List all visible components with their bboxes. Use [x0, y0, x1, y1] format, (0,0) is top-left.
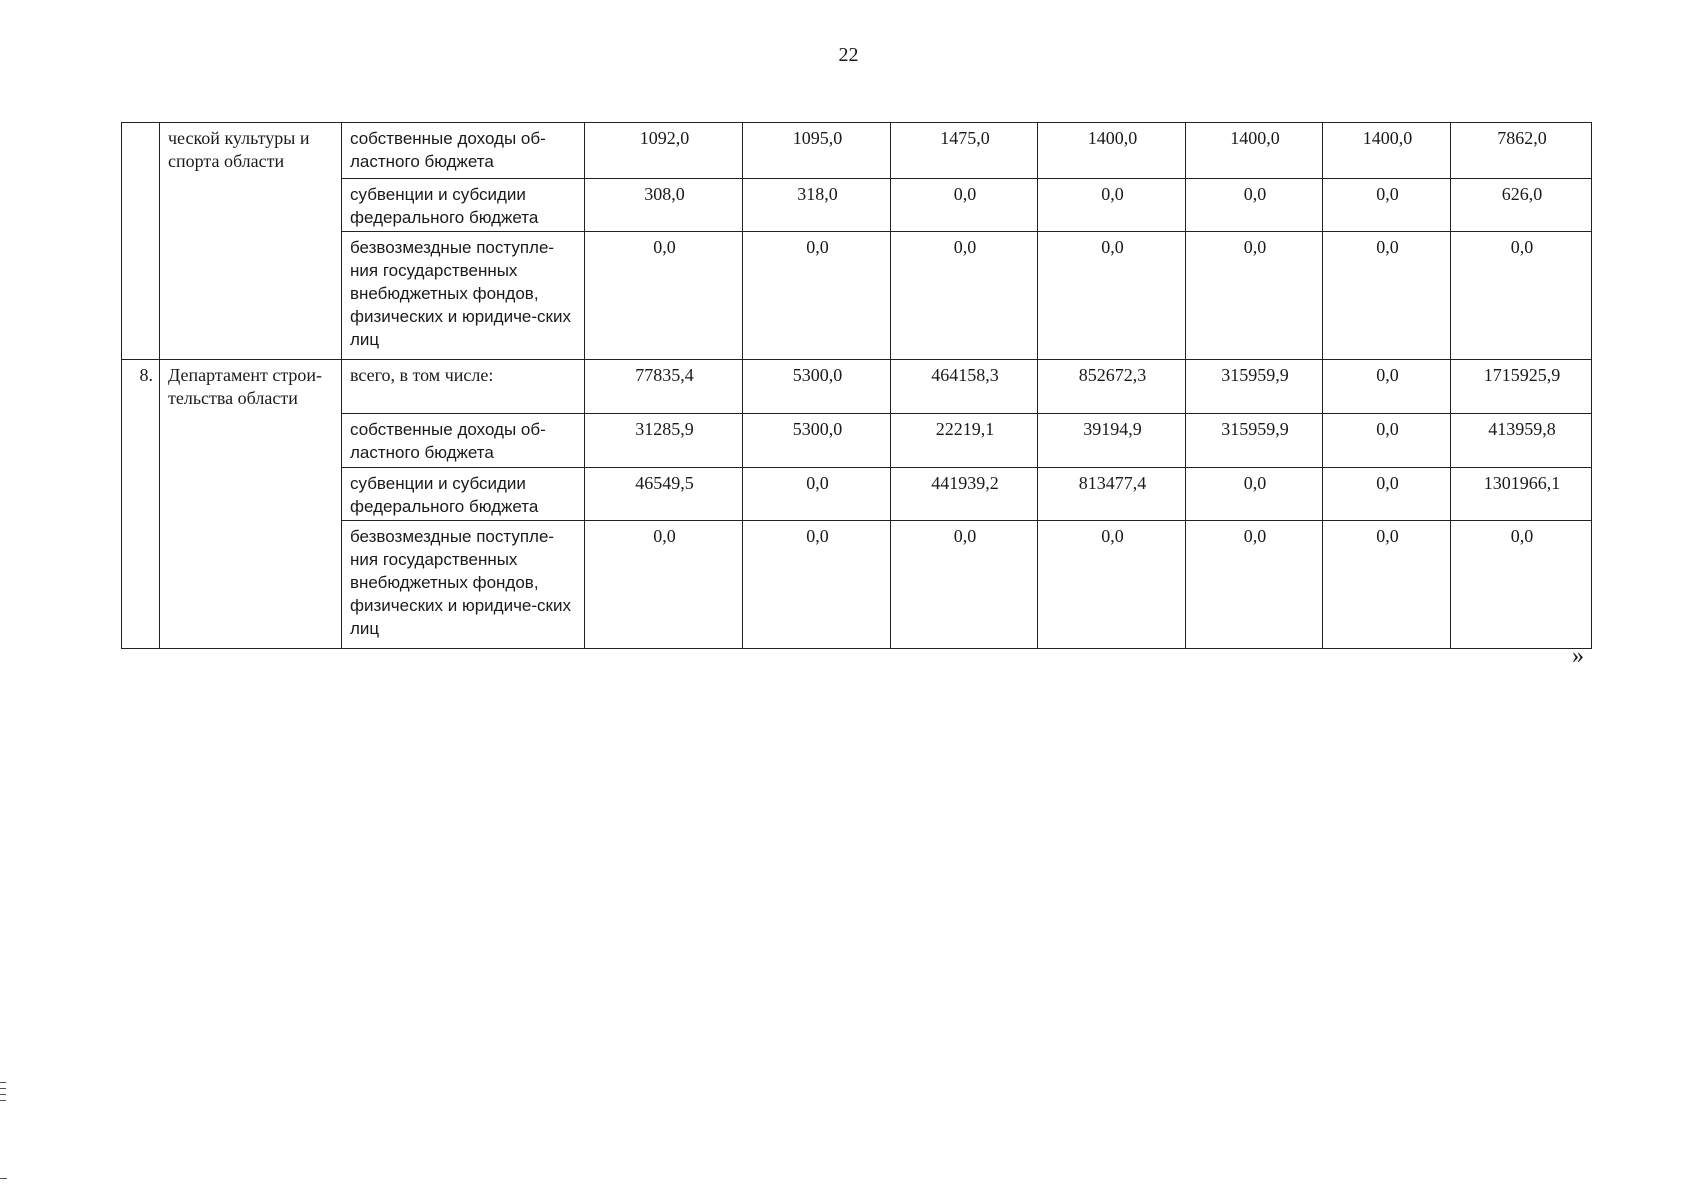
- value-cell: 315959,9: [1186, 414, 1323, 468]
- value-cell: 813477,4: [1038, 468, 1186, 521]
- funding-source: безвозмездные поступле-ния государственных внебюджетных фондов, физических и юридиче-ских лиц: [342, 232, 585, 360]
- total-cell: 0,0: [1451, 521, 1592, 649]
- value-cell: 77835,4: [585, 360, 743, 414]
- total-cell: 7862,0: [1451, 123, 1592, 179]
- value-cell: 0,0: [743, 521, 891, 649]
- total-cell: 1715925,9: [1451, 360, 1592, 414]
- value-cell: 0,0: [1038, 232, 1186, 360]
- value-cell: 0,0: [1323, 232, 1451, 360]
- value-cell: 464158,3: [891, 360, 1038, 414]
- department-name: Департамент строи-тельства области: [160, 360, 342, 649]
- value-cell: 318,0: [743, 179, 891, 232]
- value-cell: 1400,0: [1323, 123, 1451, 179]
- value-cell: 0,0: [1186, 468, 1323, 521]
- department-name: ческой культуры и спорта области: [160, 123, 342, 360]
- value-cell: 0,0: [1186, 232, 1323, 360]
- value-cell: 1475,0: [891, 123, 1038, 179]
- value-cell: 441939,2: [891, 468, 1038, 521]
- closing-quote: »: [1572, 643, 1584, 669]
- value-cell: 0,0: [891, 179, 1038, 232]
- value-cell: 0,0: [1186, 179, 1323, 232]
- funding-source: всего, в том числе:: [342, 360, 585, 414]
- funding-source: субвенции и субсидии федерального бюджета: [342, 179, 585, 232]
- table-row: [122, 123, 1592, 179]
- total-cell: 0,0: [1451, 232, 1592, 360]
- scan-artifact: [0, 1088, 6, 1089]
- value-cell: 0,0: [743, 232, 891, 360]
- budget-table: [121, 122, 1592, 649]
- scan-artifact: [0, 1100, 6, 1101]
- total-cell: 626,0: [1451, 179, 1592, 232]
- table-row: [122, 414, 1592, 468]
- page-number: 22: [838, 44, 859, 66]
- table-row: [122, 468, 1592, 521]
- value-cell: 0,0: [1323, 468, 1451, 521]
- funding-source: безвозмездные поступле-ния государственных внебюджетных фондов, физических и юридиче-ских лиц: [342, 521, 585, 649]
- value-cell: 31285,9: [585, 414, 743, 468]
- value-cell: 0,0: [585, 521, 743, 649]
- row-number: [122, 123, 160, 360]
- value-cell: 5300,0: [743, 360, 891, 414]
- funding-source: собственные доходы об-ластного бюджета: [342, 414, 585, 468]
- funding-source: собственные доходы об-ластного бюджета: [342, 123, 585, 179]
- value-cell: 308,0: [585, 179, 743, 232]
- scan-artifact: [0, 1094, 6, 1095]
- value-cell: 1400,0: [1038, 123, 1186, 179]
- value-cell: 46549,5: [585, 468, 743, 521]
- value-cell: 315959,9: [1186, 360, 1323, 414]
- scan-artifact: [0, 1178, 7, 1179]
- value-cell: 1092,0: [585, 123, 743, 179]
- value-cell: 0,0: [1038, 179, 1186, 232]
- total-cell: 413959,8: [1451, 414, 1592, 468]
- table-row: [122, 521, 1592, 649]
- table-row: [122, 360, 1592, 414]
- value-cell: 0,0: [585, 232, 743, 360]
- value-cell: 0,0: [1186, 521, 1323, 649]
- row-number: 8.: [122, 360, 160, 649]
- funding-source: субвенции и субсидии федерального бюджета: [342, 468, 585, 521]
- value-cell: 852672,3: [1038, 360, 1186, 414]
- value-cell: 0,0: [891, 232, 1038, 360]
- value-cell: 0,0: [1323, 414, 1451, 468]
- value-cell: 1400,0: [1186, 123, 1323, 179]
- scan-artifact: [0, 1082, 6, 1083]
- table-row: [122, 232, 1592, 360]
- value-cell: 39194,9: [1038, 414, 1186, 468]
- value-cell: 0,0: [1038, 521, 1186, 649]
- value-cell: 1095,0: [743, 123, 891, 179]
- value-cell: 5300,0: [743, 414, 891, 468]
- table-row: [122, 179, 1592, 232]
- value-cell: 0,0: [891, 521, 1038, 649]
- value-cell: 0,0: [743, 468, 891, 521]
- value-cell: 0,0: [1323, 179, 1451, 232]
- total-cell: 1301966,1: [1451, 468, 1592, 521]
- value-cell: 22219,1: [891, 414, 1038, 468]
- value-cell: 0,0: [1323, 360, 1451, 414]
- value-cell: 0,0: [1323, 521, 1451, 649]
